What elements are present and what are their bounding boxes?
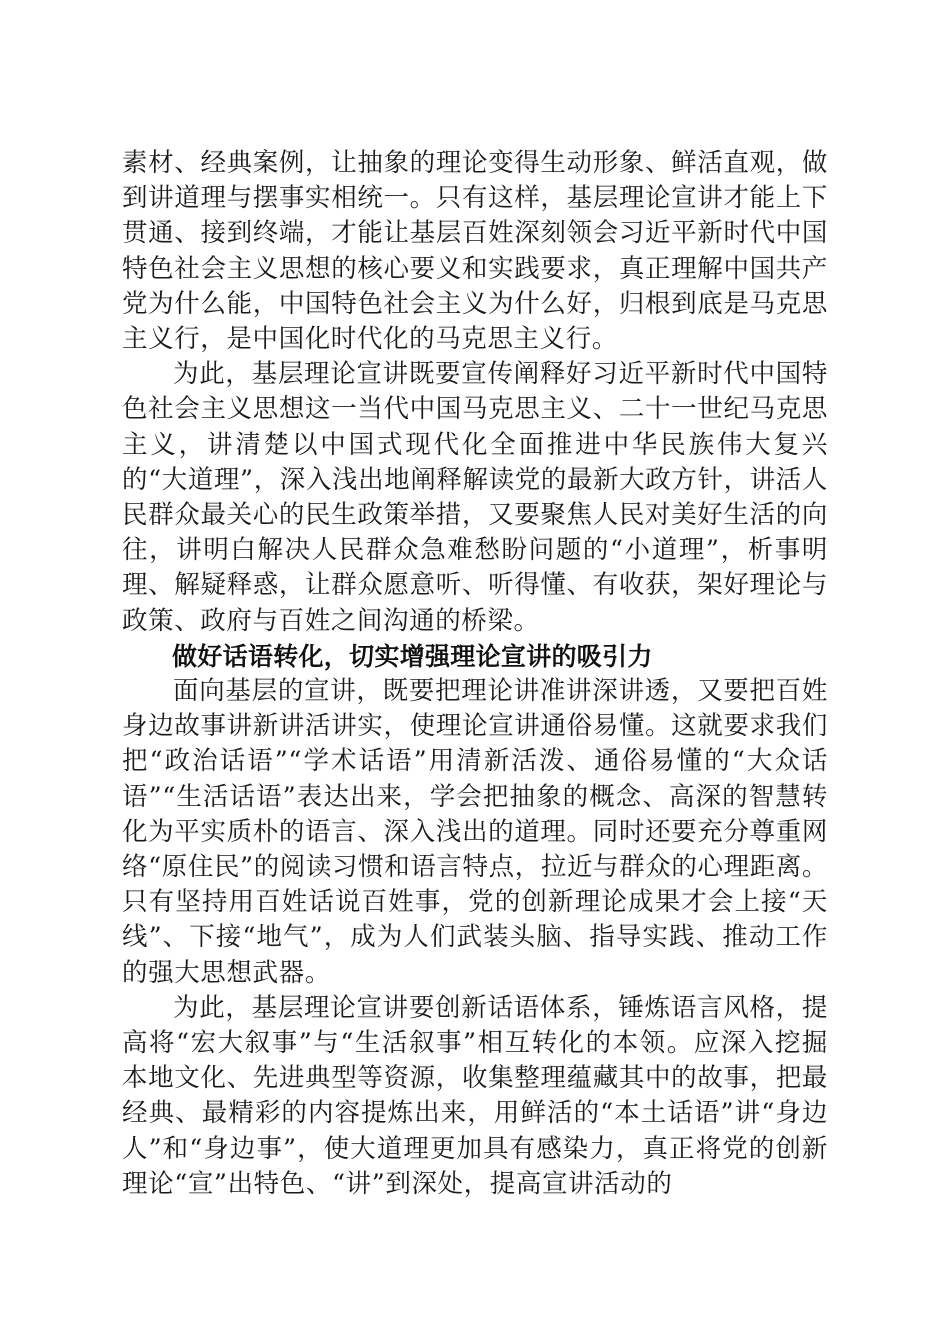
paragraph-for-this-purpose-1: 为此，基层理论宣讲既要宣传阐释好习近平新时代中国特色社会主义思想这一当代中国马克思主义、二十一世纪马克思主义，讲清楚以中国式现代化全面推进中华民族伟大复兴的“大道理”，深入浅出地阐释解读党的最新大政方针，讲活人民群众最关心的民生政策举措，又要聚焦人民对美好生活的向往，讲明白解决人民群众急难愁盼问题的“小道理”，析事明理、解疑释惑，让群众愿意听、听得懂、有收获，架好理论与政策、政府与百姓之间沟通的桥梁。 [122,359,828,636]
paragraph-grassroots-talk: 面向基层的宣讲，既要把理论讲准讲深讲透，又要把百姓身边故事讲新讲活讲实，使理论宣讲通俗易懂。这就要求我们把“政治话语”“学术话语”用清新活泼、通俗易懂的“大众话语”“生活话语”表达出来，学会把抽象的概念、高深的智慧转化为平实质朴的语言、深入浅出的道理。同时还要充分尊重网络“原住民”的阅读习惯和语言特点，拉近与群众的心理距离。只有坚持用百姓话说百姓事，党的创新理论成果才会上接“天线”、下接“地气”，成为人们武装头脑、指导实践、推动工作的强大思想武器。 [122,676,828,988]
section-heading: 做好话语转化，切实增强理论宣讲的吸引力 [172,641,653,671]
paragraph-continued: 素材、经典案例，让抽象的理论变得生动形象、鲜活直观，做到讲道理与摆事实相统一。只有这样，基层理论宣讲才能上下贯通、接到终端，才能让基层百姓深刻领会习近平新时代中国特色社会主义思想的核心要义和实践要求，真正理解中国共产党为什么能，中国特色社会主义为什么好，归根到底是马克思主义行，是中国化时代化的马克思主义行。 [122,148,828,355]
document-body [122,146,828,1202]
paragraph-for-this-purpose-2: 为此，基层理论宣讲要创新话语体系，锤炼语言风格，提高将“宏大叙事”与“生活叙事”相互转化的本领。应深入挖掘本地文化、先进典型等资源，收集整理蕴藏其中的故事，把最经典、最精彩的内容提炼出来，用鲜活的“本土话语”讲“身边人”和“身边事”，使大道理更加具有感染力，真正将党的创新理论“宣”出特色、“讲”到深处，提高宣讲活动的 [122,992,828,1199]
